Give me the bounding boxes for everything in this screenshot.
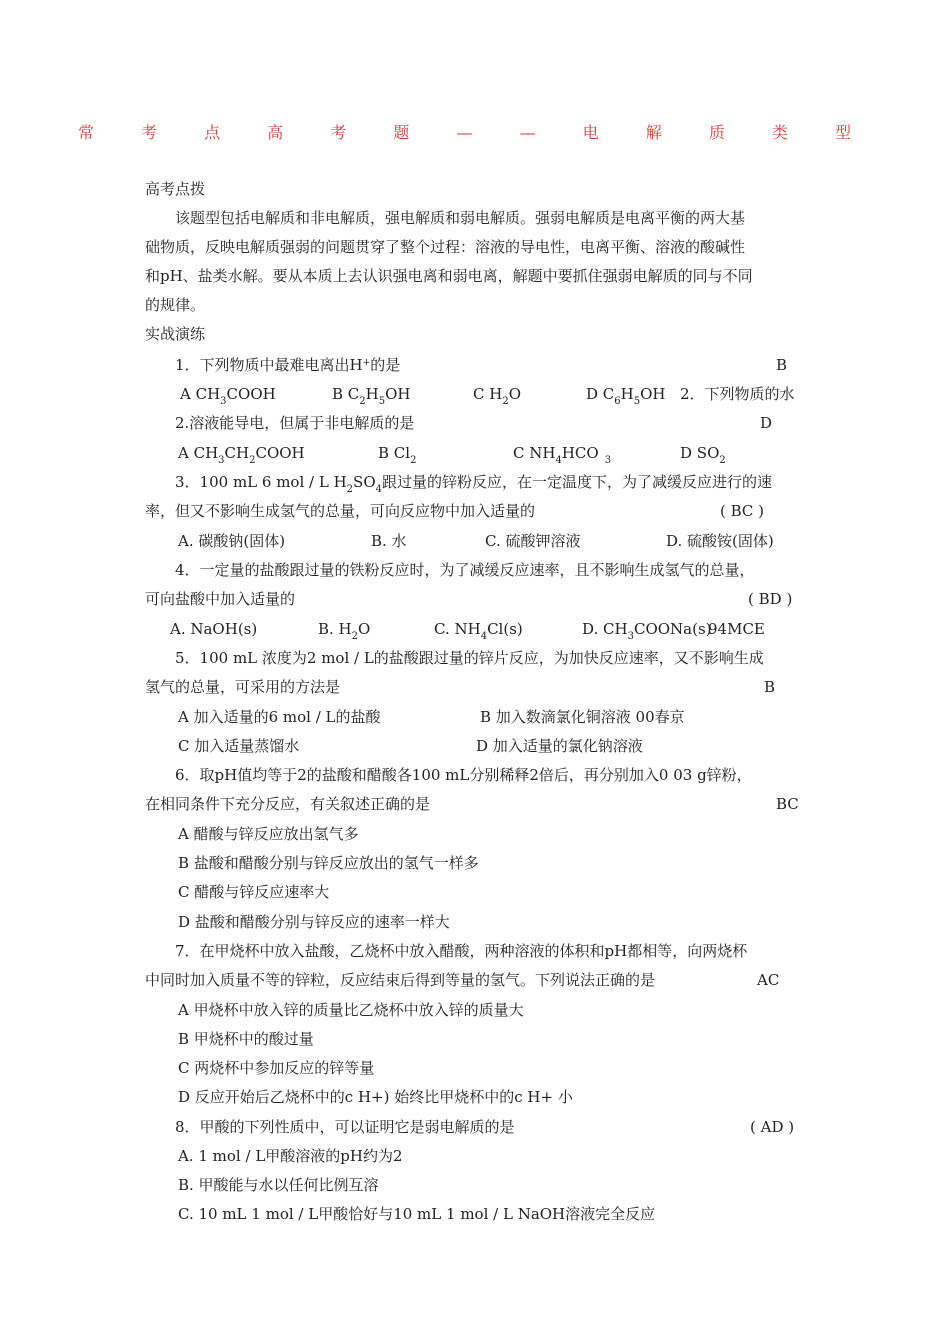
question-4: 4．一定量的盐酸跟过量的铁粉反应时，为了减缓反应速率，且不影响生成氢气的总量， [175, 561, 755, 579]
question-5-cont: 氢气的总量，可采用的方法是 [145, 678, 341, 696]
page-title: 常 考 点 高 考 题 — — 电 解 质 类 型 [77, 123, 873, 142]
answer-1: B [776, 356, 788, 374]
option-a: A 加入适量的6 mol / L的盐酸 [178, 708, 381, 726]
answer-2: D [760, 414, 773, 432]
question-7: 7．在甲烧杯中放入盐酸，乙烧杯中放入醋酸，两种溶液的体积和pH都相等，向两烧杯 [175, 942, 748, 960]
option-a: A $CH_3COOH$ [180, 385, 276, 407]
option-b: B. 水 [371, 532, 407, 550]
answer-6: BC [776, 795, 799, 813]
question-5: 5．100 mL 浓度为2 mol / L的盐酸跟过量的锌片反应，为加快反应速率，又不影响生成 [175, 649, 764, 667]
option-b: B. $H_2O$ [318, 620, 371, 642]
option-d: D $SO_2$ [680, 444, 726, 466]
option-c: C 醋酸与锌反应速率大 [178, 883, 330, 901]
option-c: C 两烧杯中参加反应的锌等量 [178, 1059, 375, 1077]
source-note: 94MCE [708, 620, 765, 638]
question-7-cont: 中同时加入质量不等的锌粒，反应结束后得到等量的氢气。下列说法正确的是 [145, 971, 656, 989]
question-2-lead: 2．下列物质的水 [680, 385, 795, 403]
intro-line: 的规律。 [145, 296, 206, 314]
intro-line: 础物质，反映电解质强弱的问题贯穿了整个过程：溶液的导电性，电离平衡、溶液的酸碱性 [145, 238, 746, 256]
option-d: D $C_6H_5OH$ [586, 385, 666, 407]
question-8: 8．甲酸的下列性质中，可以证明它是弱电解质的是 [175, 1118, 515, 1136]
section-heading: 实战演练 [145, 325, 206, 343]
answer-5: B [764, 678, 776, 696]
option-b: B 加入数滴氯化铜溶液 00春京 [480, 708, 685, 726]
option-a: A. 1 mol / L甲酸溶液的pH约为2 [178, 1147, 403, 1165]
question-6-cont: 在相同条件下充分反应，有关叙述正确的是 [145, 795, 431, 813]
option-a: A. NaOH(s) [170, 620, 258, 638]
question-3-cont: 率，但又不影响生成氢气的总量，可向反应物中加入适量的 [145, 502, 536, 520]
option-c: C. 10 mL 1 mol / L甲酸恰好与10 mL 1 mol / L NaOH溶液完全反应 [178, 1205, 656, 1223]
option-a: A $CH_3CH_2COOH$ [178, 444, 305, 466]
question-2: 2.溶液能导电，但属于非电解质的是 [175, 414, 415, 432]
option-a: A. 碳酸钠(固体) [178, 532, 286, 550]
option-b: B $C_2H_5OH$ [332, 385, 411, 407]
answer-4: ( BD ) [748, 590, 793, 608]
option-b: B $Cl_2$ [378, 444, 417, 466]
option-d: D 反应开始后乙烧杯中的c H+) 始终比甲烧杯中的c H+ 小 [178, 1088, 573, 1106]
option-a: A 醋酸与锌反应放出氢气多 [178, 825, 359, 843]
option-b: B 甲烧杯中的酸过量 [178, 1030, 314, 1048]
option-a: A 甲烧杯中放入锌的质量比乙烧杯中放入锌的质量大 [178, 1001, 524, 1019]
option-c: C $NH_4HCO$ $_3$ [513, 444, 612, 466]
question-4-cont: 可向盐酸中加入适量的 [145, 590, 296, 608]
answer-3: ( BC ) [720, 502, 765, 520]
option-d: D. 硫酸铵(固体) [666, 532, 774, 550]
answer-8: ( AD ) [750, 1118, 795, 1136]
option-c: C 加入适量蒸馏水 [178, 737, 300, 755]
answer-7: AC [757, 971, 780, 989]
option-c: C. $NH_4Cl(s)$ [434, 620, 523, 642]
option-b: B. 甲酸能与水以任何比例互溶 [178, 1176, 379, 1194]
question-6: 6．取pH值均等于2的盐酸和醋酸各100 mL分别稀释2倍后，再分别加入0 03 g锌粉， [175, 766, 752, 784]
section-heading: 高考点拨 [145, 180, 206, 198]
question-1: 1．下列物质中最难电离出H+的是 [175, 356, 401, 374]
intro-line: 和pH、盐类水解。要从本质上去认识强电离和弱电离，解题中要抓住强弱电解质的同与不同 [145, 267, 753, 285]
option-d: D. $CH_3COONa(s)$ [582, 620, 712, 642]
option-d: D 加入适量的氯化钠溶液 [476, 737, 643, 755]
question-3: 3．100 mL 6 mol / L $H_2SO_4$跟过量的锌粉反应，在一定温度下，为了减缓反应进行的速 [175, 473, 773, 495]
option-c: C. 硫酸钾溶液 [485, 532, 581, 550]
option-d: D 盐酸和醋酸分别与锌反应的速率一样大 [178, 913, 450, 931]
option-b: B 盐酸和醋酸分别与锌反应放出的氢气一样多 [178, 854, 479, 872]
option-c: C $H_2O$ [473, 385, 522, 407]
intro-line: 该题型包括电解质和非电解质，强电解质和弱电解质。强弱电解质是电离平衡的两大基 [175, 209, 746, 227]
